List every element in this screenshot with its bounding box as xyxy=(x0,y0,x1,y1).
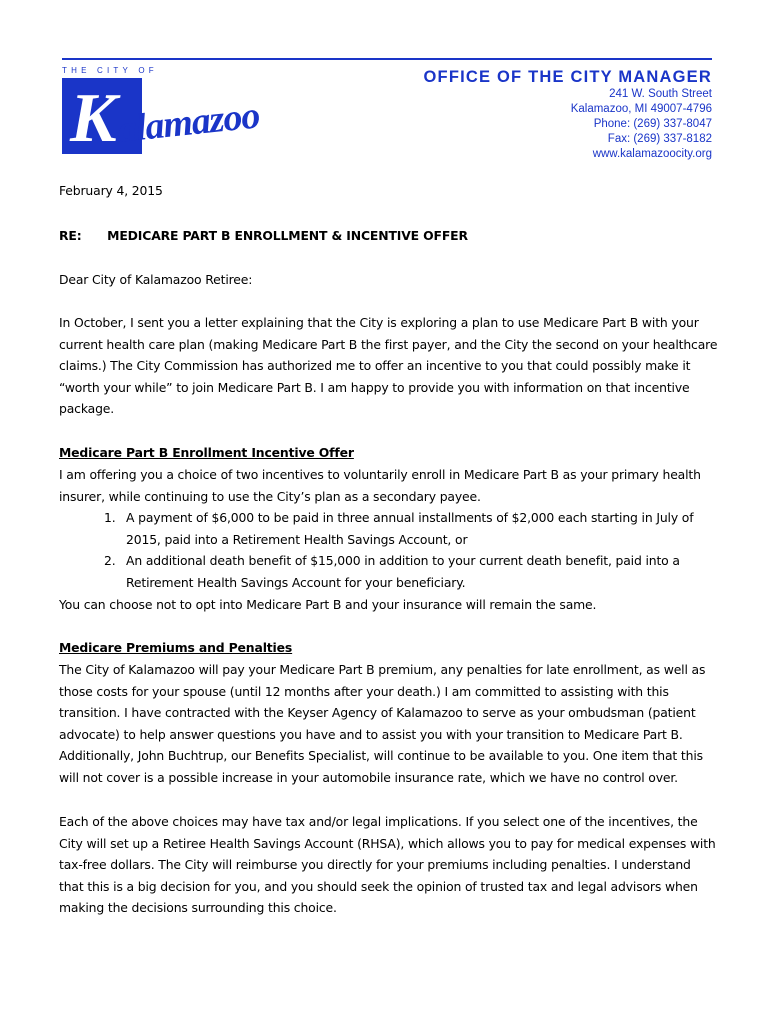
list-item xyxy=(59,550,719,593)
heading-premiums-penalties: Medicare Premiums and Penalties xyxy=(59,640,293,655)
subject-line xyxy=(59,225,719,247)
letter-date: February 4, 2015 xyxy=(59,183,163,198)
list-item xyxy=(59,507,719,550)
header-rule xyxy=(62,58,712,60)
office-fax: Fax: (269) 337-8182 xyxy=(607,133,712,145)
incentive-options-list xyxy=(59,507,719,593)
office-city: Kalamazoo, MI 49007-4796 xyxy=(570,103,712,115)
paragraph-opt-out: You can choose not to opt into Medicare Part B and your insurance will remain the same. xyxy=(59,597,597,612)
list-item-number: 1. xyxy=(104,510,116,525)
paragraph-tax-implications: Each of the above choices may have tax and/or legal implications. If you select one of the incentives, the City will set up a Retiree Health Savings Account (RHSA), which allows you to pay for medical expenses with tax-free dollars. The City will reimburse you directly for your premiums including penalties. I understand that this is a big decision for you, and you should seek the opinion of trusted tax and legal advisors when making the decisions surrounding this choice. xyxy=(59,814,716,915)
logo-initial: K xyxy=(70,80,117,157)
office-title: OFFICE OF THE CITY MANAGER xyxy=(423,68,712,86)
paragraph-offer: I am offering you a choice of two incentives to voluntarily enroll in Medicare Part B as your primary health insurer, while continuing to use the City’s plan as a secondary payee. xyxy=(59,467,701,504)
paragraph-intro: In October, I sent you a letter explaining that the City is exploring a plan to use Medicare Part B with your current health care plan (making Medicare Part B the first payer, and the City the second on your healthcare claims.) The City Commission has authorized me to offer an incentive to you that could possibly make it “worth your while” to join Medicare Part B. I am happy to provide you with information on that incentive package. xyxy=(59,315,718,416)
paragraph-premiums: The City of Kalamazoo will pay your Medicare Part B premium, any penalties for late enrollment, as well as those costs for your spouse (until 12 months after your death.) I am committed to assisting with this transition. I have contracted with the Keyser Agency of Kalamazoo to serve as your ombudsman (patient advocate) to help answer questions you have and to assist you with your transition to Medicare Part B. Additionally, John Buchtrup, our Benefits Specialist, will continue to be available to you. One item that this will not cover is a possible increase in your automobile insurance rate, which we have no control over. xyxy=(59,662,706,785)
office-address: 241 W. South Street xyxy=(609,88,712,100)
office-letterhead xyxy=(424,67,712,162)
city-logo xyxy=(62,66,262,178)
heading-incentive-offer: Medicare Part B Enrollment Incentive Offer xyxy=(59,445,354,460)
list-item-number: 2. xyxy=(104,553,116,568)
list-item-text: An additional death benefit of $15,000 in addition to your current death benefit, paid into a Retirement Health Savings Account for your beneficiary. xyxy=(126,553,680,590)
office-website[interactable]: www.kalamazoocity.org xyxy=(592,148,712,160)
list-item-text: A payment of $6,000 to be paid in three annual installments of $2,000 each starting in July of 2015, paid into a Retirement Health Savings Account, or xyxy=(126,510,694,547)
logo-caption: THE CITY OF xyxy=(62,66,158,75)
subject-label: RE: xyxy=(59,228,82,243)
office-phone: Phone: (269) 337-8047 xyxy=(593,118,712,130)
subject-text: MEDICARE PART B ENROLLMENT & INCENTIVE OFFER xyxy=(107,228,468,243)
logo-wordmark: alamazoo xyxy=(115,94,262,151)
salutation: Dear City of Kalamazoo Retiree: xyxy=(59,272,253,287)
